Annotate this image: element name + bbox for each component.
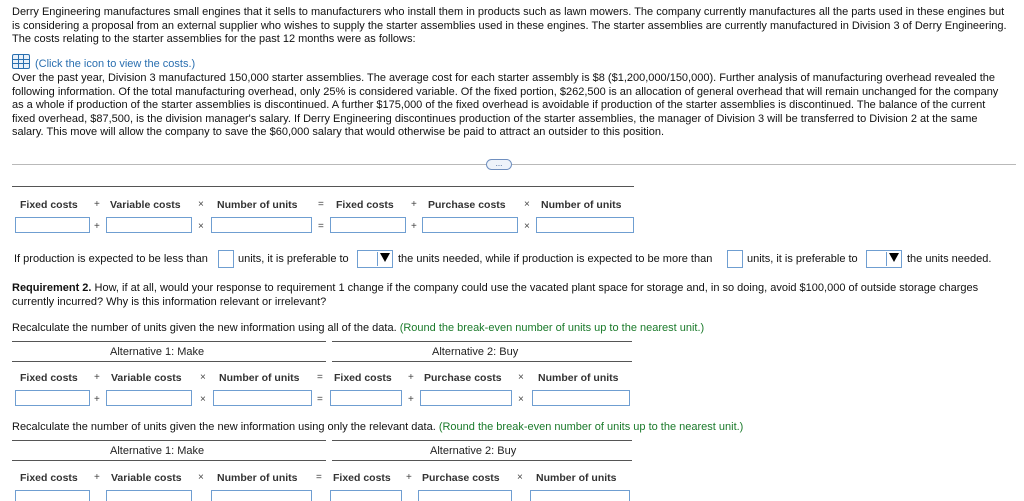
units-make-input[interactable] [211,217,312,233]
header-fixed-costs: Fixed costs [20,199,78,211]
times-sign: × [524,199,530,210]
header-number-of-units-buy: Number of units [538,372,619,384]
header-number-of-units-buy: Number of units [536,472,617,484]
alternative-1-heading: Alternative 1: Make [110,346,205,358]
fixed-costs-make-input[interactable] [15,490,90,501]
units-make-input[interactable] [211,490,312,501]
alternative-2-heading: Alternative 2: Buy [432,346,519,358]
costs-link-label[interactable]: (Click the icon to view the costs.) [35,58,196,70]
sentence-part-1: If production is expected to be less than [14,253,208,265]
header-fixed-costs: Fixed costs [20,372,78,384]
header-fixed-costs-buy: Fixed costs [333,472,391,484]
sentence-part-2: units, it is preferable to [238,253,349,265]
chevron-down-icon[interactable] [380,253,390,262]
header-purchase-costs: Purchase costs [422,472,500,484]
sentence-part-5: the units needed. [907,253,992,265]
equation-block-3 [0,472,1024,501]
equals-sign: = [317,394,323,405]
times-sign: × [518,372,524,383]
purchase-costs-input[interactable] [418,490,512,501]
problem-analysis: Over the past year, Division 3 manufactured 150,000 starter assemblies. The average cost for each starter assembly is $8 ($1,200,000/150,000). Further analysis of manufacturing overhead revealed the following information. Of the total manufacturing overhead, only 25% is considered variable. Of the fixed portion, $262,500 is an allocation of general overhead that will remain unchanged for the company as a whole if production of the starter assemblies is discontinued. A further $175,000 of the fixed overhead is avoidable if production of the starter assemblies is discontinued. The balance of the current fixed overhead, $87,500, is the division manager's salary. If Derry Engineering discontinues production of the starter assemblies, the manager of Division 3 will be transferred to Division 2 at the same salary. This move will allow the company to save the $60,000 salary that would otherwise be paid to attract an outsider to this position. [12,72,999,139]
breakeven-units-input-1[interactable] [218,250,234,268]
times-sign: × [200,394,206,405]
plus-sign: + [408,394,414,405]
variable-costs-input[interactable] [106,390,192,406]
table-rule-top [332,341,632,342]
section-divider [12,164,1016,165]
header-purchase-costs: Purchase costs [424,372,502,384]
table-rule-top [12,440,326,441]
units-buy-input[interactable] [536,217,634,233]
units-buy-input[interactable] [530,490,630,501]
units-make-input[interactable] [213,390,312,406]
header-fixed-costs-buy: Fixed costs [336,199,394,211]
make-or-buy-select-1[interactable] [357,250,393,268]
header-number-of-units-buy: Number of units [541,199,622,211]
times-sign: × [524,221,530,232]
costs-link[interactable] [12,54,195,70]
header-number-of-units: Number of units [217,199,298,211]
header-variable-costs: Variable costs [110,199,181,211]
table-rule-top [332,440,632,441]
fixed-costs-buy-input[interactable] [330,217,406,233]
sentence-part-3: the units needed, while if production is expected to be more than [398,253,713,265]
table-rule [332,361,632,362]
plus-sign: + [411,199,417,210]
equation-block-2 [0,372,1024,412]
equation-block-1 [0,199,1024,235]
table-rule [12,460,326,461]
chevron-down-icon[interactable] [889,253,899,262]
recalc-all-text: Recalculate the number of units given the new information using all of the data. [12,322,397,334]
equals-sign: = [318,221,324,232]
alternative-1-heading: Alternative 1: Make [110,445,205,457]
recalc-relevant-hint: (Round the break-even number of units up to the nearest unit.) [438,421,744,433]
times-sign: × [518,394,524,405]
equals-sign: = [318,199,324,210]
make-or-buy-select-2[interactable] [866,250,902,268]
header-number-of-units: Number of units [217,472,298,484]
problem-intro: Derry Engineering manufactures small engines that it sells to manufacturers who install them in products such as lawn mowers. The company currently manufactures all the parts used in these engines but is considering a proposal from an external supplier who wishes to supply the starter assemblies used in these engines. The starter assemblies are currently manufactured in Division 3 of Derry Engineering. The costs relating to the starter assemblies for the past 12 months were as follows: [12,6,1007,46]
recalc-relevant-instruction [12,421,743,433]
plus-sign: + [94,472,100,483]
plus-sign: + [406,472,412,483]
requirement-2-label: Requirement 2. [12,282,92,294]
table-rule-top [12,341,326,342]
sentence-part-4: units, it is preferable to [747,253,858,265]
variable-costs-input[interactable] [106,490,192,501]
fixed-costs-buy-input[interactable] [330,490,402,501]
purchase-costs-input[interactable] [422,217,518,233]
alternative-2-heading: Alternative 2: Buy [430,445,517,457]
times-sign: × [200,372,206,383]
variable-costs-input[interactable] [106,217,192,233]
table-rule [332,460,632,461]
recalc-all-hint: (Round the break-even number of units up to the nearest unit.) [399,322,705,334]
table-rule [12,361,326,362]
plus-sign: + [94,372,100,383]
purchase-costs-input[interactable] [420,390,512,406]
requirement-2 [12,282,1010,309]
requirement-2-text: How, if at all, would your response to requirement 1 change if the company could use the vacated plant space for storage and, in so doing, avoid $100,000 of outside storage charges currently incurred? Why is this information relevant or irrelevant? [12,282,979,308]
plus-sign: + [408,372,414,383]
breakeven-units-input-2[interactable] [727,250,743,268]
recalc-relevant-text: Recalculate the number of units given the new information using only the relevant data. [12,421,436,433]
fixed-costs-make-input[interactable] [15,390,90,406]
times-sign: × [198,472,204,483]
recalc-all-instruction [12,322,704,334]
header-variable-costs: Variable costs [111,472,182,484]
fixed-costs-make-input[interactable] [15,217,90,233]
times-sign: × [198,221,204,232]
header-fixed-costs-buy: Fixed costs [334,372,392,384]
breakeven-sentence [12,252,1017,272]
times-sign: × [198,199,204,210]
fixed-costs-buy-input[interactable] [330,390,402,406]
plus-sign: + [94,394,100,405]
table-icon[interactable] [12,54,30,69]
header-fixed-costs: Fixed costs [20,472,78,484]
plus-sign: + [94,199,100,210]
units-buy-input[interactable] [532,390,630,406]
plus-sign: + [411,221,417,232]
equals-sign: = [317,372,323,383]
equals-sign: = [316,472,322,483]
header-purchase-costs: Purchase costs [428,199,506,211]
plus-sign: + [94,221,100,232]
more-button[interactable]: ... [486,159,512,170]
table-rule-top [12,186,634,187]
header-variable-costs: Variable costs [111,372,182,384]
times-sign: × [517,472,523,483]
header-number-of-units: Number of units [219,372,300,384]
